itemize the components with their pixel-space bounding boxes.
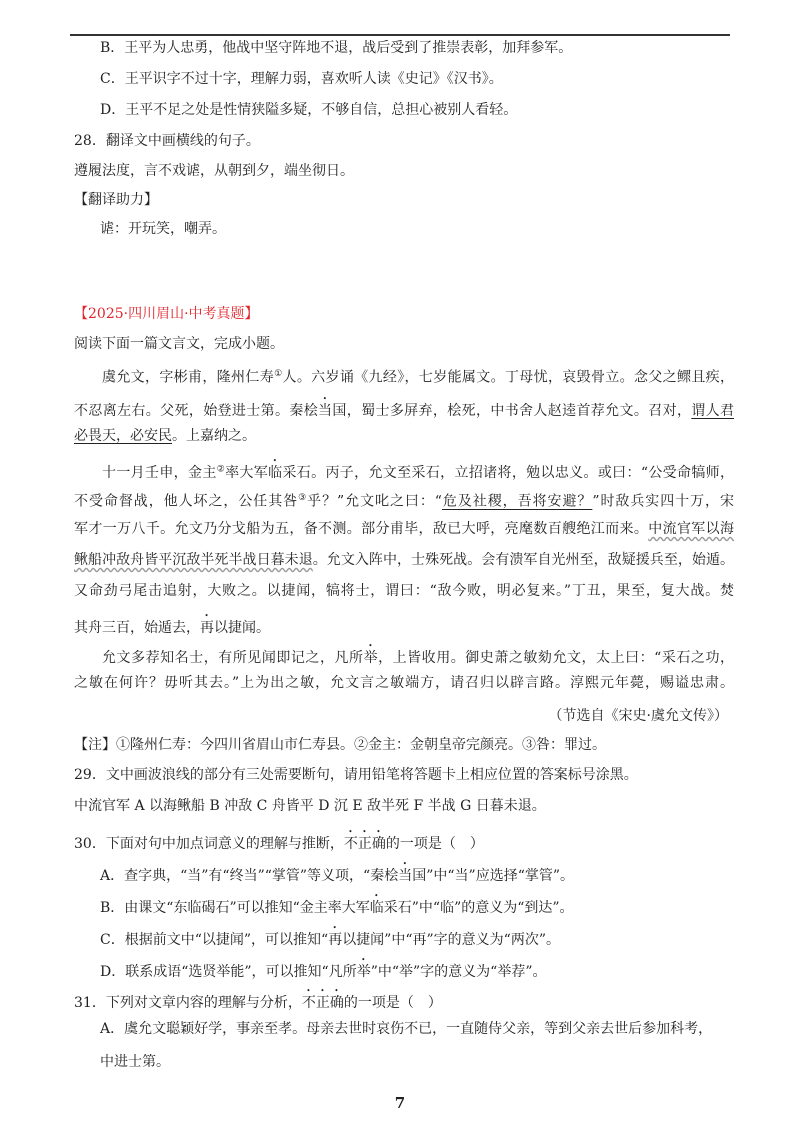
text-segment: 采石”中“临”的意义为“到达”。	[383, 900, 574, 916]
text-line	[100, 100, 517, 120]
text-line	[74, 190, 158, 210]
emphasis-dot-text: 临	[268, 465, 283, 481]
text-segment: ”时敌兵实四十万，宋	[592, 493, 734, 510]
page-number: 7	[394, 1094, 406, 1112]
text-line	[74, 987, 442, 1013]
text-segment: D．王平不足之处是性情狭隘多疑，不够自信，总担心被别人看轻。	[100, 102, 518, 118]
text-line	[100, 924, 560, 950]
text-segment: 不受命督战，他人坏之，公任其咎	[74, 493, 299, 510]
text-segment: 【翻译助力】	[74, 192, 158, 208]
text-segment: 28．翻译文中画横线的句子。	[74, 133, 260, 149]
text-line	[74, 828, 484, 854]
text-segment: 31．下列对文章内容的理解与分析，	[74, 995, 302, 1011]
text-segment: A．虞允文聪颖好学，事亲至孝。母亲去世时哀伤不已，一直随侍父亲，等到父亲去世后参加科考，	[100, 1021, 713, 1037]
text-segment: 采石。丙子，允文至采石，立招诸将，勉以忠义。或曰：“公受命犒师，	[282, 465, 735, 481]
footnote-marker: ②	[216, 464, 226, 475]
text-segment: 不忍离左右。父死，始登进士第。秦桧	[74, 403, 319, 419]
text-segment: C．王平识字不过十字，理解力弱，喜欢听人读《史记》《汉书》。	[100, 71, 503, 87]
text-line	[102, 364, 734, 388]
emphasis-dot-text: 举	[356, 964, 371, 980]
footnote-marker: ③	[298, 493, 308, 503]
text-segment: 【2025·四川眉山·中考真题】	[74, 306, 259, 322]
text-line	[74, 519, 734, 539]
text-segment: 十一月壬申，金主	[102, 465, 217, 481]
text-line	[74, 488, 734, 512]
text-segment: 率大军	[225, 465, 269, 481]
emphasis-dot-text: 不正确	[343, 836, 386, 852]
text-segment: D．联系成语“选贤举能”，可以推知“凡所	[100, 964, 357, 980]
underlined-text: 谓人君	[691, 403, 735, 419]
text-segment: 。允文入阵中，士殊死战。会有溃军自光州至，敌疑援兵至，始遁。	[312, 552, 735, 568]
text-line	[74, 161, 354, 181]
emphasis-dot-text: 不正确	[301, 995, 344, 1011]
emphasis-dot-text: 再	[328, 932, 343, 948]
text-line	[74, 131, 260, 151]
underlined-text: 必畏天，必安民	[74, 428, 172, 444]
text-segment: 其舟三百，始遁去，	[74, 620, 200, 636]
text-segment: 遵履法度，言不戏谑，从朝到夕，端坐彻日。	[74, 163, 354, 179]
text-segment: 乎？”允文叱之曰：“	[307, 493, 442, 510]
top-rule	[70, 34, 730, 36]
text-line	[74, 735, 606, 755]
text-line	[74, 304, 259, 324]
text-line	[100, 38, 572, 58]
emphasis-dot-text: 临	[369, 900, 384, 916]
text-line	[100, 1019, 712, 1039]
text-segment: 。上嘉纳之。	[172, 428, 256, 444]
underlined-text: 危及社稷，吾将安避？	[441, 493, 593, 510]
emphasis-dot-text: 当	[398, 868, 413, 884]
text-line	[102, 457, 734, 483]
emphasis-dot-text: 举	[363, 650, 379, 666]
text-segment: 【注】①隆州仁寿：今四川省眉山市仁寿县。②金主：金朝皇帝完颜亮。③咎：罪过。	[74, 737, 606, 753]
text-line	[74, 765, 638, 785]
text-line	[100, 219, 226, 239]
emphasis-dot-text: 再	[200, 620, 214, 636]
wavy-underlined-text: 鳅船冲敌舟皆平沉敌半死半战日暮未退	[74, 552, 313, 568]
text-segment: 军才一万八千。允文乃分戈船为五，备不测。部分甫毕，敌已大呼，亮麾数百艘绝江而来。	[74, 521, 649, 537]
text-line	[74, 673, 734, 693]
text-segment: 阅读下面一篇文言文，完成小题。	[74, 336, 284, 352]
text-line	[100, 1052, 170, 1072]
text-line	[74, 550, 734, 570]
text-segment: 允文多荐知名士，有所见闻即记之，凡所	[102, 650, 364, 666]
text-segment: B．王平为人忠勇，他战中坚守阵地不退，战后受到了推崇表彰，加拜参军。	[100, 40, 573, 56]
text-segment: 的一项是（ ）	[385, 836, 484, 852]
text-line	[74, 395, 734, 421]
text-segment: ”中“举”字的意义为“举荐”。	[370, 964, 547, 980]
text-segment: B．由课文“东临碣石”可以推知“金主率大军	[100, 900, 370, 916]
text-segment: 国，蜀士多屏弃，桧死，中书舍人赵逵首荐允文。召对，	[332, 403, 692, 419]
footnote-marker: ①	[274, 369, 283, 379]
text-segment: 之敏在何许？毋听其去。”上为出之敏，允文言之敏端方，请召归以辟言路。淳熙元年薨，赐谥忠肃。	[74, 675, 734, 691]
wavy-underlined-text: 中流官军以海	[648, 521, 735, 537]
text-line	[100, 892, 574, 918]
text-line	[100, 69, 503, 89]
text-segment: 中流官军 A 以海鳅船 B 冲敌 C 舟皆平 D 沉 E 敌半死 F 半战 G 日暮未退。	[74, 798, 546, 814]
text-segment: 30．下面对句中加点词意义的理解与推断，	[74, 836, 344, 852]
text-segment: A．查字典，“当”有“终当”“掌管”等义项，“秦桧	[100, 868, 399, 884]
text-segment: ，上皆收用。御史萧之敏劾允文，太上曰：“采石之功，	[378, 650, 734, 666]
text-line	[102, 642, 734, 668]
text-segment: 29．文中画波浪线的部分有三处需要断句，请用铅笔将答题卡上相应位置的答案标号涂黑。	[74, 767, 638, 783]
text-line	[74, 796, 546, 816]
text-segment: 国”中“当”应选择“掌管”。	[412, 868, 575, 884]
text-line	[74, 581, 734, 601]
text-segment: 虞允文，字彬甫，隆州仁寿	[102, 369, 275, 386]
text-segment: 以捷闻。	[214, 620, 270, 636]
text-segment: C．根据前文中“以捷闻”，可以推知“	[100, 932, 329, 948]
text-segment: 中进士第。	[100, 1054, 170, 1070]
text-segment: 谑：开玩笑，嘲弄。	[100, 221, 226, 237]
text-line	[100, 860, 574, 886]
text-segment: 的一项是（ ）	[343, 995, 442, 1011]
text-segment: 又命劲弓尾击追射，大败之。以捷闻，犒将士，谓曰：“敌今败，明必复来。”丁丑，果至，复大战。焚	[74, 583, 734, 599]
text-line	[74, 334, 284, 354]
text-line	[100, 956, 547, 982]
text-line	[74, 612, 270, 638]
text-segment: 人。六岁诵《九经》，七岁能属文。丁母忧，哀毁骨立。念父之鳏且疾，	[282, 369, 735, 386]
text-line	[74, 426, 256, 446]
text-segment: 以捷闻”中“再”字的意义为“两次”。	[342, 932, 560, 948]
emphasis-dot-text: 当	[318, 403, 333, 419]
source-citation: （节选自《宋史·虞允文传》）	[548, 708, 728, 724]
